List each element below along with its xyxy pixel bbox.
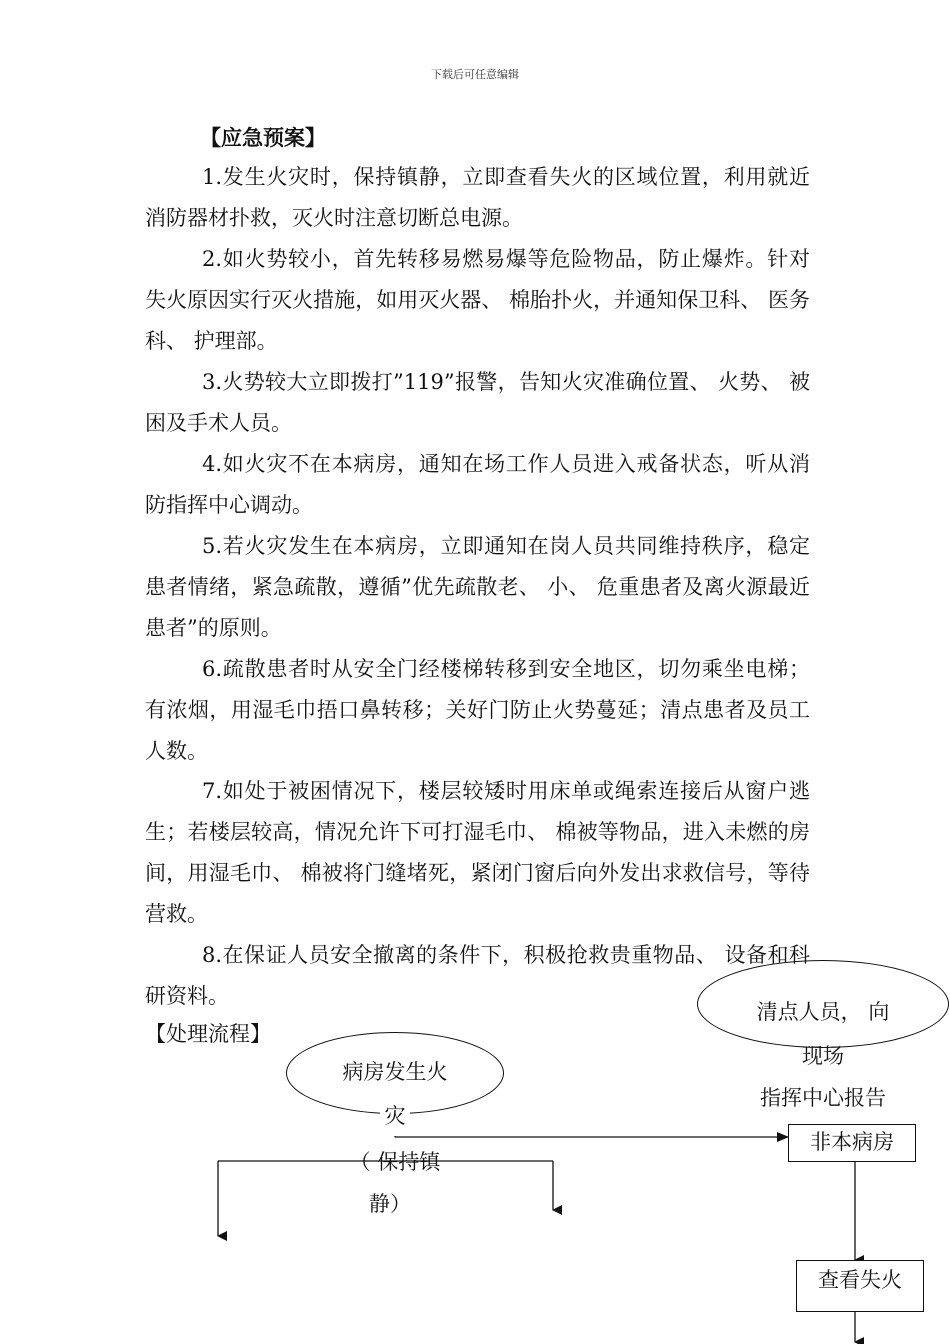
- emergency-item-2: 2.如火势较小，首先转移易燃易爆等危险物品，防止爆炸。针对失火原因实行灭火措施，如用灭火器、 棉胎扑火，并通知保卫科、 医务科、 护理部。: [145, 247, 810, 353]
- emergency-item-3: 3.火势较大立即拨打”119”报警，告知火灾准确位置、 火势、 被困及手术人员。: [145, 370, 810, 435]
- start-node-line-2: 灾: [380, 1096, 410, 1136]
- emergency-item-6: 6.疏散患者时从安全门经楼梯转移到安全地区，切勿乘坐电梯；有浓烟，用湿毛巾捂口鼻转移；关好门防止火势蔓延；清点患者及员工人数。: [145, 657, 810, 763]
- emergency-item-8: 8.在保证人员安全撤离的条件下，积极抢救贵重物品、 设备和科研资料。: [145, 943, 810, 1008]
- process-flow-title: 【处理流程】: [145, 1022, 271, 1046]
- emergency-plan-title: 【应急预案】: [200, 125, 326, 150]
- emergency-item-7: 7.如处于被困情况下，楼层较矮时用床单或绳索连接后从窗户逃生；若楼层较高，情况允许下可打湿毛巾、 棉被等物品，进入未燃的房间，用湿毛巾、 棉被将门缝堵死，紧闭门窗后向外发出求救信号，等待营救。: [145, 779, 810, 926]
- emergency-item-4: 4.如火灾不在本病房，通知在场工作人员进入戒备状态，听从消防指挥中心调动。: [145, 452, 810, 517]
- report-node-line-2: 现场: [802, 1044, 844, 1068]
- page-header: 下载后可任意编辑: [431, 68, 519, 81]
- report-node-line-1: 清点人员， 向: [756, 1000, 890, 1024]
- check-fire-box: 查看失火: [796, 1260, 924, 1312]
- start-node-line-4: 静）: [369, 1192, 411, 1216]
- report-node-line-3: 指挥中心报告: [760, 1086, 886, 1110]
- emergency-item-1: 1.发生火灾时，保持镇静，立即查看失火的区域位置，利用就近消防器材扑救，灭火时注意切断总电源。: [145, 165, 810, 230]
- emergency-item-5: 5.若火灾发生在本病房，立即通知在岗人员共同维持秩序，稳定患者情绪，紧急疏散，遵循”优先疏散老、 小、 危重患者及离火源最近患者”的原则。: [145, 534, 810, 640]
- start-node-line-1: 病房发生火: [342, 1060, 448, 1084]
- start-node-line-3: （ 保持镇: [349, 1150, 441, 1174]
- not-this-ward-box: 非本病房: [788, 1124, 916, 1162]
